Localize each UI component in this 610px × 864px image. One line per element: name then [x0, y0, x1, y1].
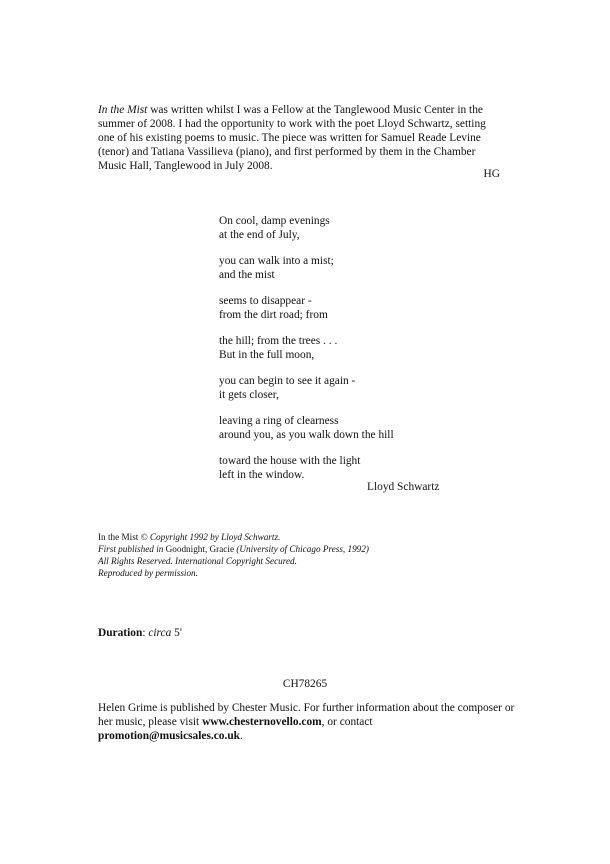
poem-line: But in the full moon, — [219, 349, 315, 361]
copyright-line-2 — [98, 543, 369, 555]
intro-note — [98, 103, 502, 173]
publisher-paragraph — [98, 701, 518, 743]
poem-stanza — [219, 334, 479, 362]
publisher-text-2: , or contact — [321, 716, 373, 728]
copyright-line-4 — [98, 567, 369, 579]
poem-stanza — [219, 374, 479, 402]
copyright-line-3 — [98, 555, 369, 567]
poem-line: left in the window. — [219, 469, 305, 481]
first-published-label: First published in — [98, 544, 166, 554]
rights-reserved: All Rights Reserved. International Copyright Secured. — [98, 556, 297, 566]
copyright-holder: © Copyright 1992 by Lloyd Schwartz. — [138, 532, 281, 542]
duration-label: Duration — [98, 627, 143, 639]
book-title: Goodnight, Gracie — [165, 544, 235, 554]
work-title: In the Mist — [98, 104, 148, 116]
poem-stanza — [219, 214, 479, 242]
poem-line: and the mist — [219, 269, 275, 281]
poem-stanza — [219, 294, 479, 322]
poem-line: toward the house with the light — [219, 455, 361, 467]
copyright-notice — [98, 531, 369, 579]
poem-stanza — [219, 414, 479, 442]
intro-paragraph — [98, 103, 502, 173]
poem-line: you can begin to see it again - — [219, 375, 356, 387]
email-link[interactable]: promotion@musicsales.co.uk — [98, 730, 241, 742]
poem-line: it gets closer, — [219, 389, 279, 401]
publisher-text-1: Helen Grime is published by Chester Music. For further information about the composer or her music, please visit — [98, 702, 515, 728]
poem-line: around you, as you walk down the hill — [219, 429, 394, 441]
poem-line: you can walk into a mist; — [219, 255, 334, 267]
publisher-credit: (University of Chicago Press, 1992) — [234, 544, 369, 554]
catalog-number: CH78265 — [282, 678, 328, 690]
duration-colon: : — [142, 627, 149, 639]
poem-text — [219, 214, 479, 494]
poem-line: at the end of July, — [219, 229, 300, 241]
poem-line: On cool, damp evenings — [219, 215, 330, 227]
poem-line: seems to disappear - — [219, 295, 312, 307]
copyright-line-1 — [98, 531, 369, 543]
publisher-info — [98, 701, 518, 743]
poem-stanza — [219, 454, 479, 482]
poet-name: Lloyd Schwartz — [367, 481, 440, 493]
duration — [98, 626, 182, 640]
poem-line: leaving a ring of clearness — [219, 415, 339, 427]
reproduced-by-permission: Reproduced by permission. — [98, 568, 198, 578]
intro-text: was written whilst I was a Fellow at the Tanglewood Music Center in the summer of 2008. I had the opportunity to work with the poet Lloyd Schwartz, setting one of his existing poems to music. The piece was written for Samuel Reade Levine (tenor) and Tatiana Vassilieva (piano), and first performed by them in the Chamber Music Hall, Tanglewood in July 2008. — [98, 104, 486, 172]
poem-line: from the dirt road; from — [219, 309, 328, 321]
duration-value: 5' — [171, 627, 182, 639]
poem-stanza — [219, 254, 479, 282]
copyright-work-title: In the Mist — [98, 532, 139, 542]
poem-line: the hill; from the trees . . . — [219, 335, 338, 347]
composer-initials: HG — [483, 168, 500, 180]
publisher-text-3: . — [240, 730, 243, 742]
duration-circa: circa — [148, 627, 172, 639]
website-link[interactable]: www.chesternovello.com — [202, 716, 322, 728]
